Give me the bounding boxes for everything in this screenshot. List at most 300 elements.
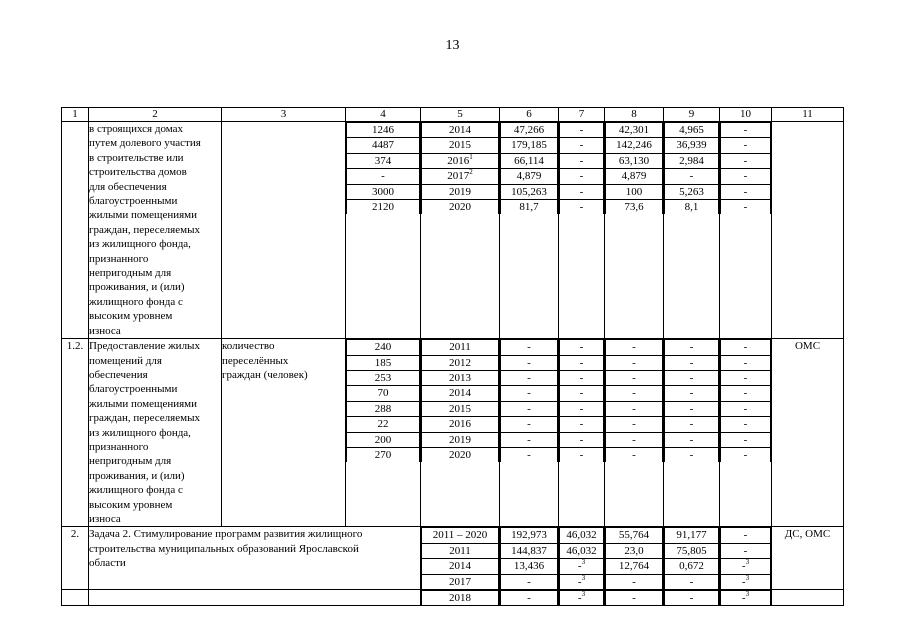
regional-cell xyxy=(605,339,664,527)
local-amount xyxy=(665,401,719,416)
federal-amount-value: - xyxy=(579,201,584,214)
regional-amount xyxy=(606,370,663,385)
footnote-mark: 3 xyxy=(745,590,750,598)
quantity-value: 2120 xyxy=(372,201,394,214)
other-amount xyxy=(721,184,771,199)
federal-amount xyxy=(560,340,604,355)
page-number: 13 xyxy=(445,38,460,53)
year xyxy=(422,543,499,558)
local-amount-value: - xyxy=(689,433,694,446)
people-count-value: 22 xyxy=(377,418,389,431)
total-amount xyxy=(501,370,558,385)
other-amount xyxy=(721,447,771,462)
local-cell xyxy=(664,527,720,590)
text-line: жилыми помещениями xyxy=(89,397,198,410)
year-value: 2020 xyxy=(449,448,471,461)
year-value: 2014 xyxy=(449,124,471,136)
other-amount xyxy=(721,153,771,168)
federal-amount-value: 46,032 xyxy=(566,544,597,557)
text-line: количество xyxy=(222,340,275,353)
other-amount-value: - xyxy=(743,124,748,136)
text-line: благоустроенными xyxy=(89,195,178,208)
footnote-mark: 3 xyxy=(745,573,750,582)
local-amount-value: - xyxy=(689,402,694,415)
people-count xyxy=(347,447,420,462)
total-amount xyxy=(501,447,558,462)
federal-amount xyxy=(560,169,604,184)
col4-cell xyxy=(346,122,421,339)
regional-amount-value: - xyxy=(632,433,636,446)
total-cell xyxy=(500,590,559,606)
text-line: жилищного фонда с xyxy=(89,295,183,308)
other-amount xyxy=(721,355,771,370)
year-value: 2020 xyxy=(449,201,471,214)
federal-amount-value: - xyxy=(577,575,582,588)
total-amount-value: 13,436 xyxy=(513,560,545,573)
regional-amount xyxy=(606,169,663,184)
federal-amount-value: - xyxy=(579,371,584,384)
year xyxy=(422,153,499,168)
year-cell xyxy=(421,339,500,527)
year xyxy=(422,355,499,370)
regional-cell xyxy=(605,122,664,339)
text-line: строительства муниципальных образований Ярославской xyxy=(89,542,359,555)
table-row xyxy=(62,590,844,606)
local-amount xyxy=(665,153,719,168)
local-amount xyxy=(665,138,719,153)
federal-amount xyxy=(560,184,604,199)
other-amount xyxy=(721,432,771,447)
executor-cell xyxy=(772,590,844,606)
year xyxy=(422,184,499,199)
people-count-value: 70 xyxy=(377,387,389,400)
other-amount-value: - xyxy=(743,356,748,369)
other-amount xyxy=(721,386,771,401)
regional-amount-value: 4,879 xyxy=(621,170,647,183)
text-line: для обеспечения xyxy=(89,180,167,193)
table-row xyxy=(62,122,844,339)
regional-cell xyxy=(605,527,664,590)
year xyxy=(422,447,499,462)
footnote-mark: 3 xyxy=(581,573,586,582)
year-value: 2015 xyxy=(449,402,471,415)
local-amount xyxy=(665,528,719,543)
total-amount xyxy=(501,153,558,168)
total-amount xyxy=(501,559,558,574)
total-amount-value: - xyxy=(527,575,531,588)
year-value: 2019 xyxy=(449,433,471,446)
column-header: 2 xyxy=(89,108,222,122)
local-amount xyxy=(665,574,719,589)
federal-amount xyxy=(560,200,604,215)
other-amount-value: - xyxy=(743,139,748,152)
regional-amount xyxy=(606,447,663,462)
other-amount-value: - xyxy=(743,185,748,198)
federal-amount xyxy=(560,447,604,462)
regional-amount xyxy=(606,386,663,401)
total-amount-value: 66,114 xyxy=(514,154,544,167)
quantity xyxy=(347,200,420,215)
column-header: 7 xyxy=(559,108,605,122)
local-amount-value: - xyxy=(689,575,694,588)
footnote-mark: 1 xyxy=(469,152,473,161)
federal-amount-value: - xyxy=(579,448,584,461)
quantity-value: 4487 xyxy=(372,139,394,152)
people-count xyxy=(347,355,420,370)
local-amount xyxy=(665,447,719,462)
regional-amount xyxy=(606,432,663,447)
regional-amount xyxy=(606,528,663,543)
text-line: признанного xyxy=(89,440,149,453)
year-value: 2014 xyxy=(449,387,471,400)
text-line: граждан, переселяемых xyxy=(89,412,200,425)
total-amount-value: - xyxy=(527,433,531,446)
federal-amount-value: - xyxy=(577,560,582,573)
year-cell xyxy=(421,590,500,606)
local-amount-value: 5,263 xyxy=(679,185,704,198)
regional-amount-value: - xyxy=(632,448,636,461)
other-amount-value: - xyxy=(741,592,746,604)
regional-amount-value: - xyxy=(632,592,636,604)
text-line: высоким уровнем xyxy=(89,310,173,323)
text-line: жилыми помещениями xyxy=(89,209,198,222)
column-header: 8 xyxy=(605,108,664,122)
year-value: 2019 xyxy=(449,185,471,198)
federal-amount xyxy=(560,528,604,543)
total-amount-value: 81,7 xyxy=(519,201,539,214)
total-amount xyxy=(501,417,558,432)
text-line: признанного xyxy=(89,252,149,265)
quantity xyxy=(347,184,420,199)
year-value: 2012 xyxy=(449,356,471,369)
local-amount-value: 75,805 xyxy=(676,544,707,557)
column-number-row xyxy=(62,108,844,122)
total-amount-value: - xyxy=(527,387,531,400)
federal-amount xyxy=(560,432,604,447)
executor-cell xyxy=(772,122,844,339)
regional-amount-value: - xyxy=(632,418,636,431)
local-cell xyxy=(664,590,720,606)
regional-amount-value: - xyxy=(632,575,636,588)
total-amount-value: 4,879 xyxy=(516,170,542,183)
federal-amount-value: - xyxy=(579,356,584,369)
local-amount-value: 91,177 xyxy=(676,529,707,542)
item-number: 1.2. xyxy=(62,339,89,527)
regional-amount xyxy=(606,543,663,558)
year xyxy=(422,401,499,416)
total-cell xyxy=(500,339,559,527)
regional-amount xyxy=(606,417,663,432)
text-line: проживания, и (или) xyxy=(89,281,185,294)
total-amount xyxy=(501,184,558,199)
other-cell xyxy=(720,122,772,339)
year-value: 2017 xyxy=(447,170,470,183)
regional-amount-value: 42,301 xyxy=(618,124,650,136)
federal-cell xyxy=(559,122,605,339)
column-header: 10 xyxy=(720,108,772,122)
measure-description xyxy=(89,339,222,527)
regional-amount xyxy=(606,200,663,215)
federal-amount-value: - xyxy=(579,124,584,136)
regional-amount-value: 73,6 xyxy=(624,201,644,214)
year xyxy=(422,432,499,447)
text-line: благоустроенными xyxy=(89,383,178,396)
text-line: помещений для xyxy=(89,354,162,367)
column-header: 6 xyxy=(500,108,559,122)
year-cell xyxy=(421,122,500,339)
other-amount xyxy=(721,340,771,355)
total-amount xyxy=(501,169,558,184)
other-amount-value: - xyxy=(743,433,748,446)
other-amount xyxy=(721,559,771,574)
total-amount xyxy=(501,574,558,589)
year xyxy=(422,200,499,215)
total-cell xyxy=(500,122,559,339)
total-amount-value: 192,973 xyxy=(511,529,547,542)
footnote-mark: 3 xyxy=(581,590,586,598)
regional-amount-value: 12,764 xyxy=(618,560,650,573)
text-line: в строящихся домах xyxy=(89,123,184,135)
federal-amount-value: - xyxy=(579,185,584,198)
federal-amount xyxy=(560,559,604,574)
total-amount-value: - xyxy=(527,402,531,415)
federal-amount-value: - xyxy=(579,418,584,431)
quantity xyxy=(347,138,420,153)
local-amount-value: - xyxy=(689,387,694,400)
quantity-value: 3000 xyxy=(372,185,394,198)
regional-amount xyxy=(606,153,663,168)
people-count-value: 240 xyxy=(374,341,392,354)
text-line: жилищного фонда с xyxy=(89,484,183,497)
federal-cell xyxy=(559,590,605,606)
other-amount-value: - xyxy=(743,154,748,167)
regional-amount xyxy=(606,559,663,574)
other-amount xyxy=(721,417,771,432)
other-amount-value: - xyxy=(743,544,748,557)
regional-amount-value: 142,246 xyxy=(616,139,652,152)
local-amount-value: - xyxy=(689,341,694,354)
text-line: проживания, и (или) xyxy=(89,469,185,482)
local-amount-value: - xyxy=(689,356,694,369)
text-line: непригодным для xyxy=(89,267,172,280)
other-cell xyxy=(720,590,772,606)
regional-amount xyxy=(606,355,663,370)
federal-amount xyxy=(560,417,604,432)
task-description-cell xyxy=(89,590,421,606)
local-amount-value: 36,939 xyxy=(676,139,707,152)
quantity xyxy=(347,153,420,168)
regional-amount xyxy=(606,574,663,589)
text-line: Задача 2. Стимулирование программ развития жилищного xyxy=(89,528,363,541)
text-line: области xyxy=(89,557,126,570)
year-cell xyxy=(421,527,500,590)
other-amount-value: - xyxy=(743,341,748,354)
quantity xyxy=(347,169,420,184)
people-count xyxy=(347,370,420,385)
year xyxy=(422,123,499,138)
total-amount xyxy=(501,543,558,558)
regional-amount xyxy=(606,138,663,153)
federal-amount-value: - xyxy=(579,170,584,183)
item-number-cell xyxy=(62,122,89,339)
regional-amount xyxy=(606,591,663,606)
text-line: непригодным для xyxy=(89,455,172,468)
indicator-cell xyxy=(222,122,346,339)
year-value: 2011 xyxy=(449,341,471,354)
total-amount-value: 179,185 xyxy=(511,139,547,152)
quantity-value: 1246 xyxy=(372,124,394,136)
year-value: 2017 xyxy=(449,575,471,588)
text-line: строительства домов xyxy=(89,166,187,179)
year-value: 2013 xyxy=(449,371,471,384)
other-cell xyxy=(720,527,772,590)
local-amount-value: 8,1 xyxy=(684,201,699,214)
local-amount xyxy=(665,417,719,432)
footnote-mark: 2 xyxy=(469,168,473,177)
total-amount-value: - xyxy=(527,356,531,369)
year xyxy=(422,169,499,184)
people-count-value: 288 xyxy=(374,402,392,415)
text-line: переселённых xyxy=(222,354,289,367)
local-amount xyxy=(665,386,719,401)
text-line: обеспечения xyxy=(89,368,148,381)
other-amount xyxy=(721,401,771,416)
year xyxy=(422,386,499,401)
local-amount xyxy=(665,355,719,370)
total-amount-value: - xyxy=(527,592,531,604)
table-row xyxy=(62,339,844,527)
regional-amount-value: - xyxy=(632,371,636,384)
federal-amount xyxy=(560,138,604,153)
text-line: путем долевого участия xyxy=(89,137,201,150)
other-amount xyxy=(721,370,771,385)
other-amount xyxy=(721,574,771,589)
total-amount-value: - xyxy=(527,418,531,431)
federal-amount xyxy=(560,591,604,606)
total-amount xyxy=(501,123,558,138)
local-amount-value: - xyxy=(689,418,694,431)
year xyxy=(422,591,499,606)
federal-amount xyxy=(560,153,604,168)
local-amount xyxy=(665,169,719,184)
total-amount-value: - xyxy=(527,341,531,354)
year-value: 2016 xyxy=(447,154,470,167)
year-value: 2014 xyxy=(449,560,471,573)
other-amount-value: - xyxy=(741,560,746,573)
regional-amount-value: - xyxy=(632,387,636,400)
task-description xyxy=(89,527,421,590)
column-header: 11 xyxy=(772,108,844,122)
regional-amount xyxy=(606,123,663,138)
regional-amount-value: - xyxy=(632,341,636,354)
local-amount-value: - xyxy=(689,170,694,183)
local-amount-value: 0,672 xyxy=(679,560,704,573)
regional-amount-value: 55,764 xyxy=(618,529,650,542)
federal-amount-value: 46,032 xyxy=(566,529,597,542)
program-table xyxy=(61,107,844,606)
table-row xyxy=(62,527,844,590)
quantity-value: - xyxy=(381,170,385,183)
total-amount xyxy=(501,528,558,543)
total-amount-value: - xyxy=(527,371,531,384)
text-line: из жилищного фонда, xyxy=(89,426,191,439)
other-amount xyxy=(721,591,771,606)
total-amount xyxy=(501,340,558,355)
year xyxy=(422,417,499,432)
federal-cell xyxy=(559,527,605,590)
footnote-mark: 3 xyxy=(581,558,586,567)
federal-cell xyxy=(559,339,605,527)
other-amount xyxy=(721,123,771,138)
local-amount xyxy=(665,370,719,385)
total-amount xyxy=(501,401,558,416)
other-amount xyxy=(721,528,771,543)
total-amount xyxy=(501,386,558,401)
federal-amount xyxy=(560,574,604,589)
quantity xyxy=(347,123,420,138)
regional-amount xyxy=(606,184,663,199)
federal-amount-value: - xyxy=(579,139,584,152)
footnote-mark: 3 xyxy=(745,558,750,567)
text-line: граждан, переселяемых xyxy=(89,223,200,236)
local-amount-value: - xyxy=(689,592,694,604)
other-amount xyxy=(721,138,771,153)
regional-amount xyxy=(606,340,663,355)
other-amount-value: - xyxy=(743,402,748,415)
year-value: 2016 xyxy=(449,418,471,431)
federal-amount xyxy=(560,401,604,416)
local-amount-value: 2,984 xyxy=(679,154,704,167)
text-line: граждан (человек) xyxy=(222,368,308,381)
federal-amount xyxy=(560,355,604,370)
year xyxy=(422,574,499,589)
year-value: 2011 – 2020 xyxy=(432,529,488,542)
measure-description xyxy=(89,122,222,339)
local-amount xyxy=(665,591,719,606)
text-line: в строительстве или xyxy=(89,151,184,164)
people-count xyxy=(347,432,420,447)
total-amount-value: 47,266 xyxy=(513,124,545,136)
local-amount-value: - xyxy=(689,371,694,384)
regional-amount-value: - xyxy=(632,356,636,369)
regional-cell xyxy=(605,590,664,606)
federal-amount-value: - xyxy=(579,402,584,415)
year-value: 2011 xyxy=(449,544,471,557)
year xyxy=(422,528,499,543)
total-amount xyxy=(501,432,558,447)
total-amount xyxy=(501,355,558,370)
year-value: 2015 xyxy=(449,139,471,152)
text-line: износа xyxy=(89,324,121,337)
other-amount-value: - xyxy=(743,170,748,183)
column-header: 5 xyxy=(421,108,500,122)
year xyxy=(422,138,499,153)
other-amount xyxy=(721,543,771,558)
executor: ДС, ОМС xyxy=(772,527,844,590)
total-amount xyxy=(501,138,558,153)
text-line: износа xyxy=(89,512,121,525)
indicator-description xyxy=(222,339,346,527)
people-count-value: 270 xyxy=(374,448,392,461)
column-header: 1 xyxy=(62,108,89,122)
total-amount xyxy=(501,200,558,215)
text-line: Предоставление жилых xyxy=(89,340,200,353)
total-amount-value: 105,263 xyxy=(511,185,547,198)
column-header: 9 xyxy=(664,108,720,122)
year xyxy=(422,559,499,574)
local-amount xyxy=(665,432,719,447)
other-amount-value: - xyxy=(743,371,748,384)
